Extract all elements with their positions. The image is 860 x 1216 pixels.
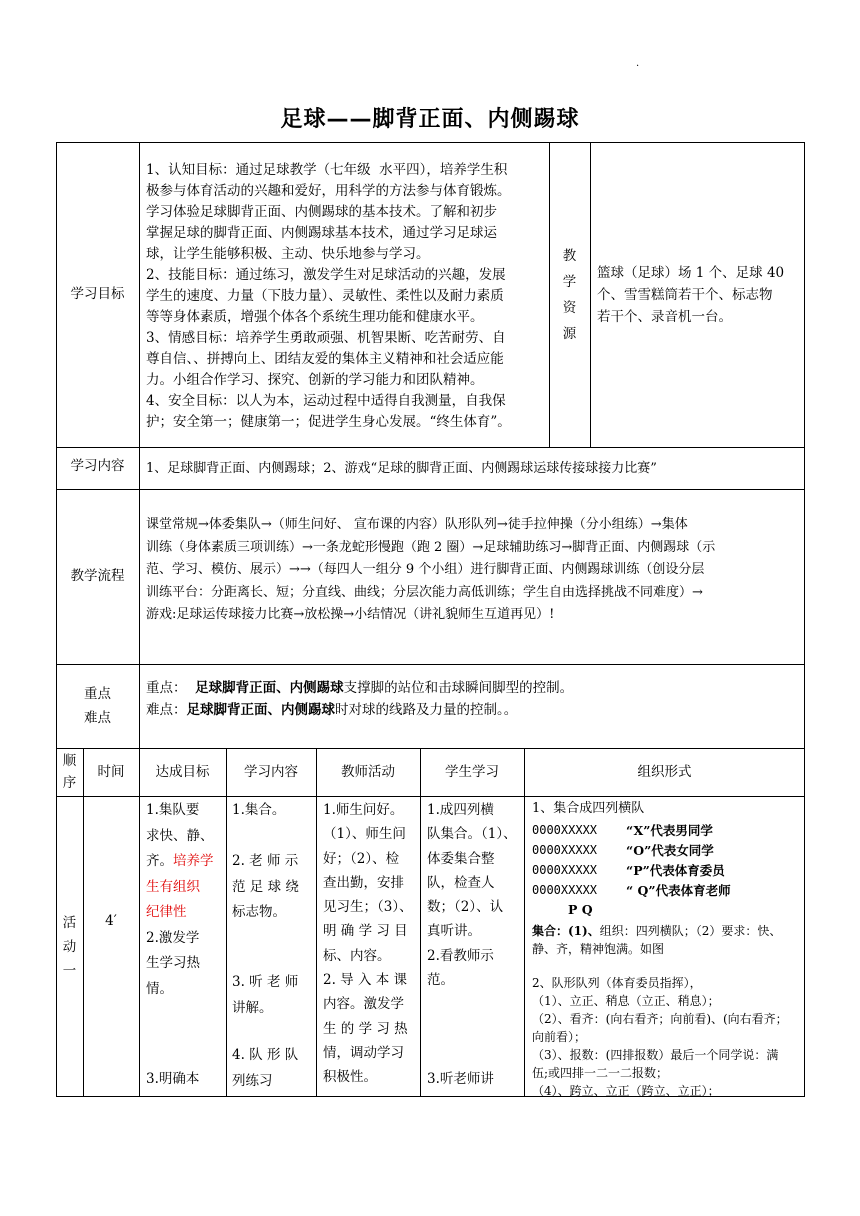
key-label: 重点 [84, 686, 111, 702]
header-teacher: 教师活动 [341, 763, 395, 780]
teacher-line: 好；（2）、检 [323, 850, 400, 867]
org-drill-line: （2）、看齐：(向右看齐；向前看)、(向右看齐； [532, 1012, 788, 1026]
formation-desc: “P”代表体育委员 [626, 862, 725, 878]
process-text [146, 514, 803, 627]
header-student: 学生学习 [445, 763, 499, 780]
student-line: 1.成四列横 [427, 802, 494, 818]
resources-text [597, 262, 802, 328]
activity-time: 4′ [105, 912, 117, 929]
activity-student-3: 3.听老师讲 [427, 1071, 494, 1087]
goals-text [146, 160, 546, 433]
process-line: 训练平台：分距离长、短；分直线、曲线；分层次能力高低训练；学生自由选择挑战不同难度）→ [146, 584, 703, 600]
goals-line: 3、情感目标：培养学生勇敢顽强、机智果断、吃苦耐劳、自 [146, 330, 506, 346]
goals-line: 极参与体育活动的兴趣和爱好，用科学的方法参与体育锻炼。 [146, 183, 511, 199]
difficulty-label: 难点 [84, 710, 111, 726]
goals-line: 等等身体素质，增强个体各个系统生理功能和健康水平。 [146, 309, 484, 325]
student-line: 2.看教师示 [427, 947, 494, 964]
resources-label [549, 142, 590, 447]
resources-label-char: 教 [562, 247, 577, 264]
resources-line: 个、雪雪糕筒若干个、标志物 [597, 287, 773, 303]
goals-line: 学生的速度、力量（下肢力量）、灵敏性、柔性以及耐力素质 [146, 288, 504, 304]
org-pq: P Q [568, 902, 593, 917]
org-drill-line: （3）、报数：(四排报数）最后一个同学说：满 [532, 1048, 779, 1062]
org-formation-row [532, 820, 802, 840]
activity-teacher [323, 798, 418, 1090]
org-formation-row [532, 840, 802, 860]
process-line: 范、学习、模仿、展示）→→（每四人一组分 9 个小组）进行脚背正面、内侧踢球训练（创设分层 [146, 562, 705, 577]
formation-code: 0000XXXXX [532, 862, 598, 877]
org-drill-line: 向前看）； [532, 1030, 587, 1044]
process-line: 游戏:足球运传球接力比赛→放松操→小结情况（讲礼貌师生互道再见）! [146, 607, 555, 622]
page-title: 足球——脚背正面、内侧踢球 [280, 107, 580, 132]
resources-label-char: 学 [562, 273, 577, 290]
header-target: 达成目标 [155, 763, 210, 780]
teacher-line: 2. 导 入 本 课 [323, 972, 408, 989]
org-drill-line: （1）、立正、稍息（立正、稍息）； [532, 994, 720, 1008]
org-gather: 集合：(1)、组织：四列横队；（2）要求：快、 [532, 924, 782, 938]
corner-mark: . [636, 58, 640, 69]
content-label: 学习内容 [70, 458, 125, 474]
formation-code: 0000XXXXX [532, 842, 598, 857]
formation-desc: “O”代表女同学 [626, 842, 714, 858]
goals-line: 护；安全第一；健康第一；促进学生身心发展。“终生体育”。 [146, 414, 511, 430]
activity-content-2: 2. 老 师 示 范 足 球 绕 标志物。 [232, 853, 299, 920]
goals-line: 掌握足球的脚背正面、内侧踢球基本技术，通过学习足球运 [146, 225, 497, 241]
teacher-line: 查出勤，安排 [323, 874, 404, 891]
process-line: 训练（身体素质三项训练）→一条龙蛇形慢跑（跑 2 圈）→足球辅助练习→脚背正面、内侧踢球（示 [146, 539, 716, 555]
org-formation-row [532, 880, 802, 900]
teacher-line: 内容。激发学 [323, 996, 404, 1013]
teacher-line: 明 确 学 习 目 [323, 923, 408, 940]
student-line: 范。 [427, 972, 454, 989]
teacher-line: 情，调动学习 [323, 1044, 404, 1061]
content-text: 1、足球脚背正面、内侧踢球；2、游戏“足球的脚背正面、内侧踢球运球传接球接力比赛” [146, 461, 657, 476]
activity-content-3: 3. 听 老 师 讲解。 [232, 974, 299, 1016]
activity-target-3: 3.明确本 [146, 1071, 200, 1087]
goals-line: 力。小组合作学习、探究、创新的学习能力和团队精神。 [146, 372, 484, 388]
teacher-line: 1.师生问好。 [323, 802, 404, 818]
org-title: 1、集合成四列横队 [532, 801, 645, 816]
student-line: 队，检查人 [427, 874, 495, 891]
goals-line: 学习体验足球脚背正面、内侧踢球的基本技术。了解和初步 [146, 204, 497, 220]
formation-code: 0000XXXXX [532, 882, 598, 897]
teacher-line: 见习生；（3）、 [323, 899, 413, 916]
activity-student [427, 798, 522, 992]
teacher-line: （1）、师生问 [323, 826, 406, 843]
header-order: 顺 序 [62, 753, 77, 791]
resources-line: 篮球（足球）场 1 个、足球 40 [597, 265, 785, 281]
process-label: 教学流程 [70, 568, 125, 584]
key-points-text [146, 677, 801, 721]
resources-label-char: 资 [562, 299, 577, 316]
teacher-line: 标、内容。 [323, 947, 391, 964]
header-organization: 组织形式 [637, 763, 692, 780]
goals-line: 尊自信、、拼搏向上、团结友爱的集体主义精神和社会适应能 [146, 351, 504, 367]
header-content: 学习内容 [244, 763, 298, 780]
org-drill-line: 伍;或四排一二一二报数； [532, 1066, 669, 1080]
org-formation-row [532, 860, 802, 880]
activity-label: 活 动 一 [62, 914, 77, 979]
teacher-line: 积极性。 [323, 1069, 377, 1086]
org-drill-lines [532, 992, 802, 1100]
org-gather-2: 静、齐，精神饱满。如图 [532, 942, 665, 956]
activity-content-4: 4. 队 形 队 列练习 [232, 1047, 299, 1089]
activity-organization [532, 798, 802, 1100]
goals-line: 1、认知目标：通过足球教学（七年级 水平四），培养学生积 [146, 162, 508, 178]
difficulty-line: 难点：足球脚背正面、内侧踢球时对球的线路及力量的控制。。 [146, 702, 518, 718]
key-point-line: 重点： 足球脚背正面、内侧踢球支撑脚的站位和击球瞬间脚型的控制。 [146, 680, 574, 696]
goals-line: 2、技能目标：通过练习，激发学生对足球活动的兴趣，发展 [146, 267, 506, 283]
student-line: 真听讲。 [427, 923, 481, 940]
formation-code: 0000XXXXX [532, 822, 598, 837]
goals-line: 球，让学生能够积极、主动、快乐地参与学习。 [146, 246, 430, 262]
formation-desc: “X”代表男同学 [626, 822, 713, 838]
goals-line: 4、安全目标：以人为本，运动过程中适得自我测量，自我保 [146, 393, 506, 409]
org-drill-title: 2、队形队列（体育委员指挥）， [532, 976, 702, 990]
formation-desc: “ Q”代表体育老师 [626, 882, 731, 898]
key-points-label [56, 664, 139, 748]
activity-target: 1.集队要 求快、静、 齐。培养学 生有组织 纪律性 2.激发学 生学习热 情。 [146, 802, 214, 997]
activity-content: 1.集合。 [232, 802, 286, 818]
student-line: 队集合。（1）、 [427, 826, 517, 843]
resources-line: 若干个、录音机一台。 [597, 309, 732, 325]
student-line: 数；（2）、认 [427, 899, 504, 916]
process-line: 课堂常规→体委集队→（师生问好、 宣布课的内容）队形队列→徒手拉伸操（分小组练）→集体 [146, 517, 688, 532]
student-line: 体委集合整 [427, 850, 495, 867]
header-time: 时间 [97, 763, 125, 780]
goals-label: 学习目标 [70, 286, 125, 302]
teacher-line: 生 的 学 习 热 [323, 1020, 408, 1037]
resources-label-char: 源 [562, 325, 577, 342]
org-drill-line: （4）、跨立、立正（跨立、立正）； [532, 1084, 720, 1098]
